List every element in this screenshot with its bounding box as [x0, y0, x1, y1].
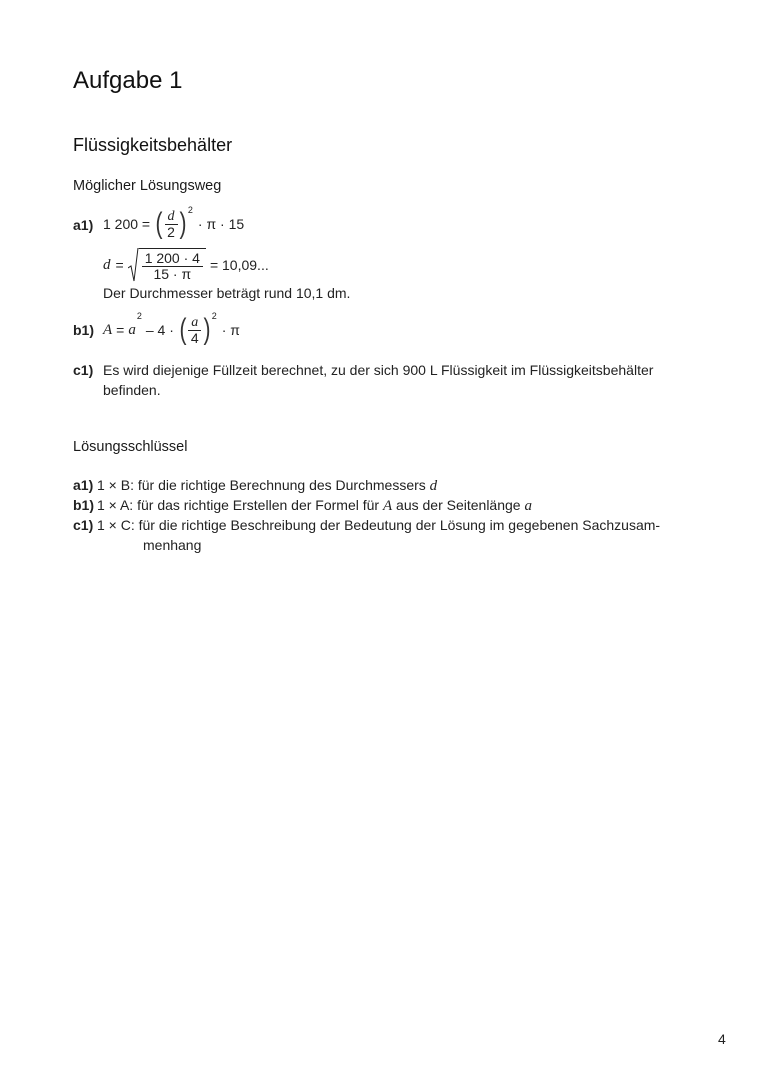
a1-result-sentence: Der Durchmesser beträgt rund 10,1 dm. — [103, 285, 351, 301]
a1-eq2-num: 1 200 · 4 — [142, 251, 203, 267]
page-number: 4 — [718, 1031, 726, 1047]
c1-line-2: befinden. — [103, 382, 161, 398]
left-paren: ( — [179, 313, 187, 346]
a1-eq2-den: 15 · π — [153, 266, 192, 282]
a1-eq1-frac-num: d — [165, 209, 178, 225]
c1-label: c1) — [73, 362, 94, 378]
b1-rest: · π — [221, 322, 240, 338]
key-b1-text — [97, 497, 532, 515]
c1-line-1: Es wird diejenige Füllzeit berechnet, zu der sich 900 L Flüssigkeit im Flüssigkeitsbehälter — [103, 362, 654, 378]
key-b1-desc-2: aus der Seitenlänge — [396, 497, 521, 513]
key-b1-label: b1) — [73, 497, 94, 513]
key-heading: Lösungsschlüssel — [73, 439, 188, 455]
key-a1-label: a1) — [73, 477, 94, 493]
key-c1-line-2: menhang — [143, 537, 202, 553]
a1-eq1-exponent: 2 — [187, 205, 193, 215]
right-paren: ) — [203, 313, 211, 346]
a1-eq1-frac-den: 2 — [167, 223, 175, 240]
radical-sign-icon — [128, 248, 139, 282]
b1-fraction — [188, 315, 202, 346]
a1-eq2-var: d — [103, 256, 111, 273]
b1-equation — [103, 310, 240, 350]
a1-eq1-rest: · π · 15 — [197, 216, 245, 232]
b1-eq: = — [116, 322, 125, 338]
page-title: Aufgabe 1 — [73, 67, 183, 94]
radicand — [139, 248, 206, 282]
section-subtitle: Flüssigkeitsbehälter — [73, 135, 233, 155]
a1-eq2-fraction — [142, 251, 203, 282]
a1-eq2-eq: = — [115, 257, 124, 273]
b1-var-a: a — [128, 321, 136, 338]
key-a1-var: d — [429, 478, 438, 494]
key-b1-var-1: A — [382, 498, 393, 514]
square-root — [128, 248, 206, 282]
key-b1-var-2: a — [524, 498, 532, 514]
a1-eq2-result: = 10,09... — [209, 257, 269, 273]
a1-eq1-lhs: 1 200 = — [103, 216, 151, 232]
a1-equation-2 — [103, 247, 269, 283]
b1-exp-1: 2 — [136, 311, 142, 321]
b1-exp-2: 2 — [211, 311, 217, 321]
right-paren: ) — [179, 207, 187, 240]
key-c1-label: c1) — [73, 517, 94, 533]
left-paren: ( — [155, 207, 163, 240]
b1-mid: – 4 · — [145, 322, 174, 338]
b1-label: b1) — [73, 322, 94, 338]
b1-frac-num: a — [188, 315, 201, 331]
b1-frac-den: 4 — [190, 329, 199, 346]
key-b1-desc-1: 1 × A: für das richtige Erstellen der Formel für — [97, 497, 380, 513]
key-a1-desc: 1 × B: für die richtige Berechnung des Durchmessers — [97, 477, 426, 493]
b1-var-A: A — [103, 321, 113, 338]
solution-heading: Möglicher Lösungsweg — [73, 178, 222, 194]
a1-label: a1) — [73, 217, 94, 233]
key-a1-text — [97, 477, 437, 495]
a1-equation-1 — [103, 204, 244, 244]
a1-eq1-fraction — [164, 209, 178, 240]
key-c1-line-1: 1 × C: für die richtige Beschreibung der Bedeutung der Lösung im gegebenen Sachzusam- — [97, 517, 661, 533]
